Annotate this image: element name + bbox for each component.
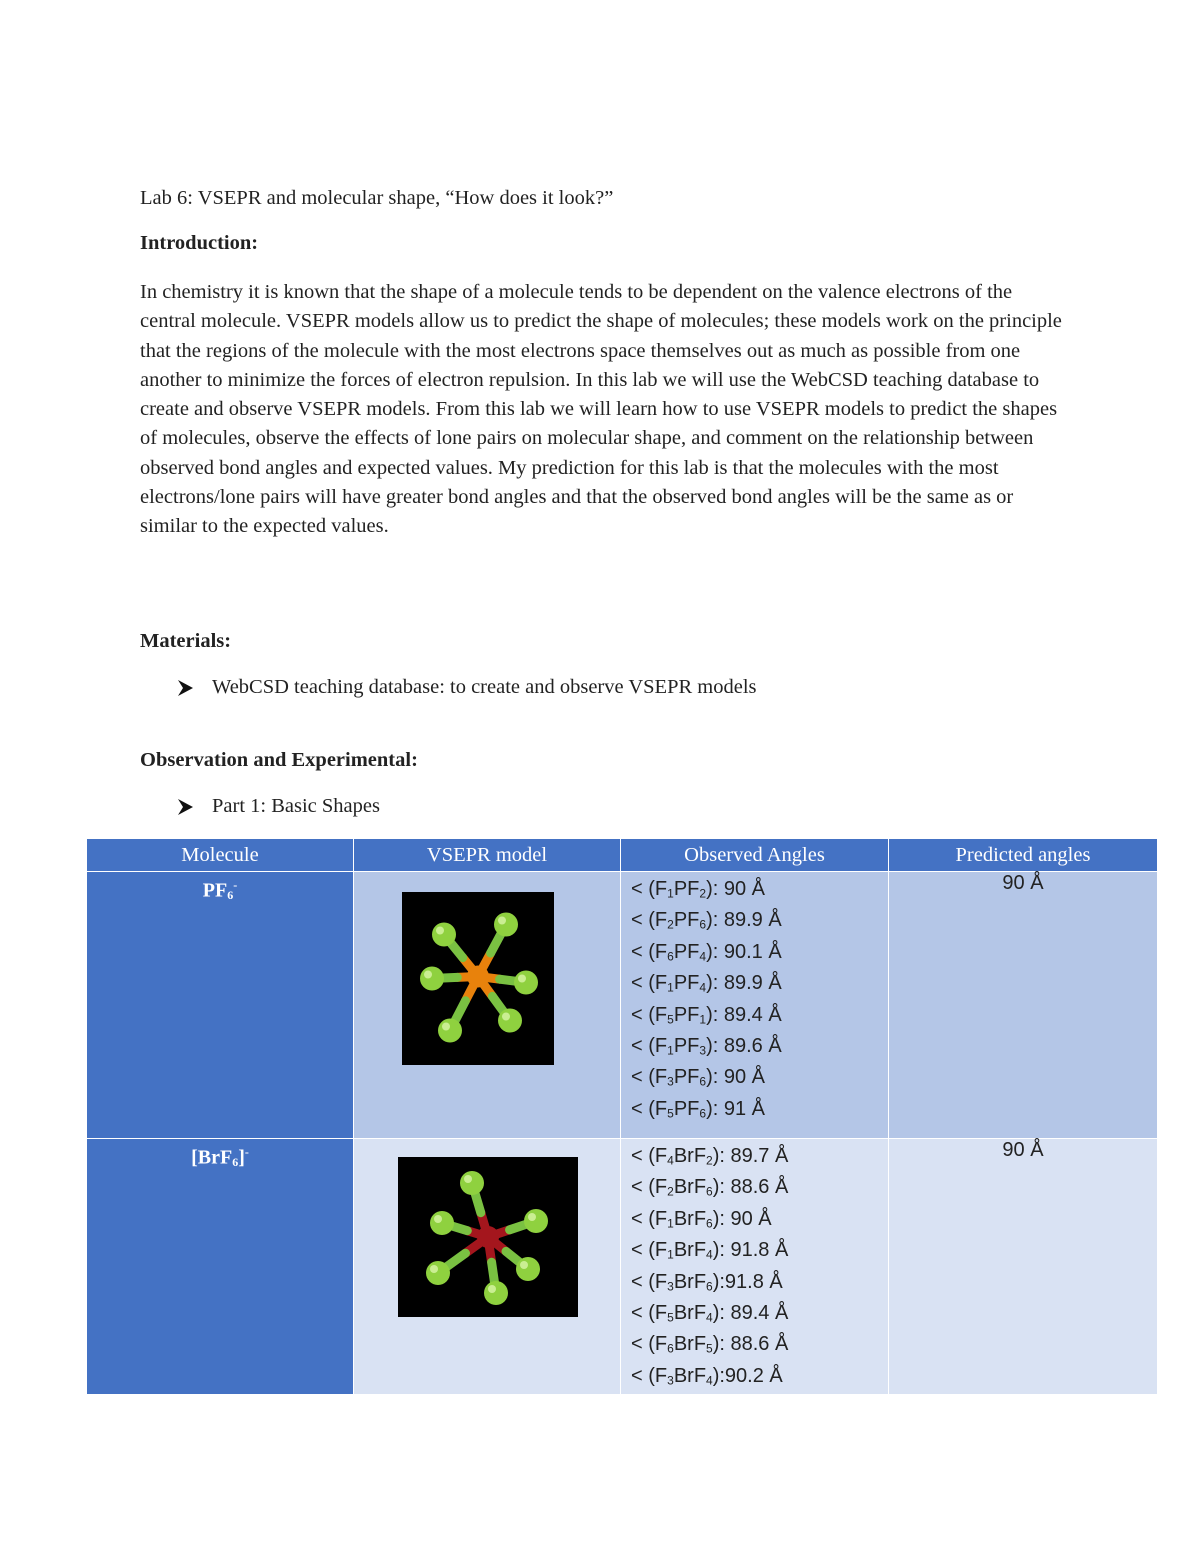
header-molecule: Molecule [87, 839, 354, 872]
angle-line: < $(F_6PF_4)$: 90.1 Å [631, 940, 782, 964]
materials-item-text: WebCSD teaching database: to create and observe VSEPR models [212, 676, 757, 698]
part-list-item [176, 795, 380, 818]
angle-line: < $(F_3BrF_6):91.8$ Å [631, 1270, 783, 1293]
materials-list-item [176, 676, 757, 699]
arrow-bullet-icon [176, 798, 212, 816]
observation-heading: Observation and Experimental: [140, 749, 418, 771]
molecule-model-image [402, 892, 554, 1065]
vsepr-model-cell [354, 1139, 621, 1395]
arrow-bullet-icon [176, 679, 212, 697]
angle-line: < $(F_1BrF_6)$: 90 Å [631, 1207, 772, 1231]
materials-heading: Materials: [140, 630, 232, 652]
vsepr-model-cell [354, 872, 621, 1139]
angle-line: < $(F_2PF_6)$: 89.9 Å [631, 909, 782, 932]
vsepr-table [86, 838, 1158, 1395]
angle-line: < $(F_3BrF_4):90.2$ Å [631, 1364, 783, 1388]
observed-angles-cell [621, 872, 889, 1139]
introduction-paragraph: In chemistry it is known that the shape of a molecule tends to be dependent on the valence electrons of the central molecule. VSEPR models allow us to predict the shape of molecules; these models work on the principle that the regions of the molecule with the most electrons space themselves out as much as possible from one another to minimize the forces of electron repulsion. In this lab we will use the WebCSD teaching database to create and observe VSEPR models. From this lab we will learn how to use VSEPR models to predict the shapes of molecules, observe the effects of lone pairs on molecular shape, and comment on the relationship between observed bond angles and expected values. My prediction for this lab is that the molecules with the most electrons/lone pairs will have greater bond angles and that the observed bond angles will be the same as or similar to the expected values. [140, 281, 1062, 538]
table-header-row [87, 839, 1158, 872]
table-row [87, 872, 1158, 1139]
header-predicted-angles: Predicted angles [889, 839, 1158, 872]
angle-line: < $(F_2BrF_6)$: 88.6 Å [631, 1176, 789, 1199]
molecule-cell [87, 1139, 354, 1395]
molecule-formula: $PF_6^-$ [202, 878, 238, 903]
header-vsepr-model: VSEPR model [354, 839, 621, 872]
predicted-angle-cell [889, 872, 1158, 1139]
header-observed-angles: Observed Angles [621, 839, 889, 872]
angle-line: < $(F_4BrF_2)$: 89.7 Å [631, 1145, 789, 1168]
angle-line: < $(F_3PF_6)$: 90 Å [631, 1066, 765, 1089]
angle-line: < $(F_5BrF_4)$: 89.4 Å [631, 1301, 789, 1325]
part-text: Part 1: Basic Shapes [212, 795, 380, 817]
molecule-formula: [BrF$_6$]- [191, 1145, 249, 1170]
molecule-model-image [398, 1157, 578, 1317]
predicted-angle-cell [889, 1139, 1158, 1395]
table-row [87, 1139, 1158, 1395]
angle-line: < $(F_1PF_2)$: 90 Å [631, 878, 765, 901]
predicted-angle-value: 90 Å [1002, 872, 1044, 894]
angle-line: < $(F_5PF_6)$: 91 Å [631, 1097, 765, 1121]
molecule-cell [87, 872, 354, 1139]
angle-line: < $(F_1PF_3)$: 89.6 Å [631, 1034, 782, 1058]
angle-line: < $(F_5PF_1)$: 89.4 Å [631, 1003, 782, 1026]
observed-angles-cell [621, 1139, 889, 1395]
document-title: Lab 6: VSEPR and molecular shape, “How does it look?” [140, 187, 614, 209]
angle-line: < $(F_1BrF_4)$: 91.8 Å [631, 1239, 789, 1262]
angle-line: < $(F_6BrF_5)$: 88.6 Å [631, 1333, 789, 1356]
predicted-angle-value: 90 Å [1002, 1139, 1044, 1161]
angle-line: < $(F_1PF_4)$: 89.9 Å [631, 972, 782, 995]
introduction-heading: Introduction: [140, 232, 259, 254]
